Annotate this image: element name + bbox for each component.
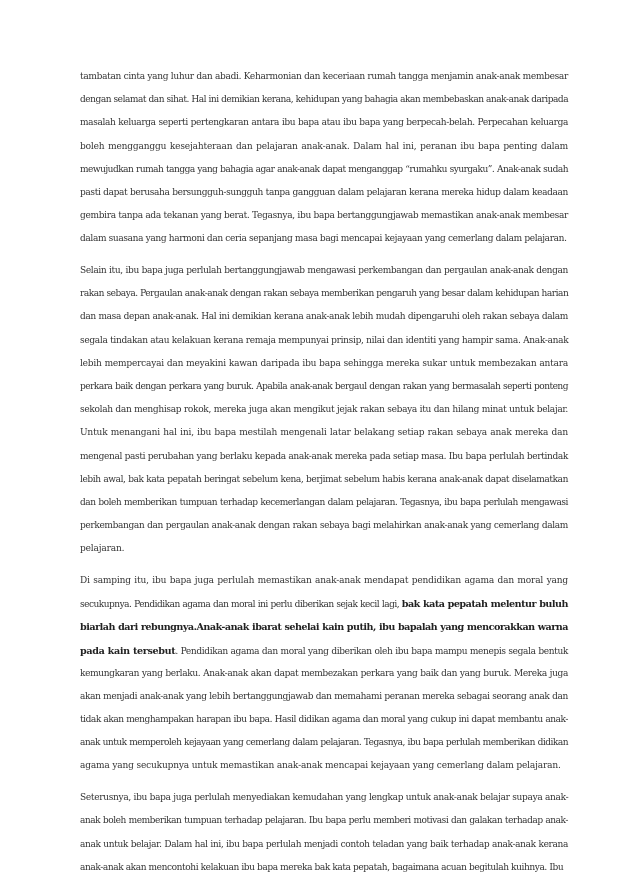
text-line [80, 399, 568, 422]
text-line [80, 159, 568, 182]
text-line [80, 353, 568, 376]
body-text: perkembangan dan pergaulan anak-anak dengan rakan sebaya bagi melahirkan anak-anak yang cemerlang dalam [80, 521, 568, 532]
body-text: Di samping itu, ibu bapa juga perlulah memastikan anak-anak mendapat pendidikan agama dan moral yang [80, 575, 568, 586]
text-line [80, 422, 568, 445]
body-text: pasti dapat berusaha bersungguh-sungguh tanpa gangguan dalam pelajaran kerana mereka hidup dalam keadaan [80, 187, 568, 198]
text-line [80, 538, 568, 561]
paragraph-2 [80, 260, 568, 561]
text-line [80, 616, 568, 639]
body-text: gembira tanpa ada tekanan yang berat. Tegasnya, ibu bapa bertanggungjawab memastikan anak-anak membesar [80, 211, 569, 222]
text-line [80, 709, 568, 732]
text-line [80, 787, 568, 810]
text-line [80, 515, 568, 538]
body-text: Selain itu, ibu bapa juga perlulah bertanggungjawab mengawasi perkembangan dan pergaulan anak-anak dengan [80, 266, 568, 276]
bold-text: pada kain tersebut [80, 645, 176, 657]
text-line [80, 228, 568, 251]
text-line [80, 306, 568, 329]
body-text: agama yang secukupnya untuk memastikan anak-anak mencapai kejayaan yang cemerlang dalam pelajaran. [80, 761, 561, 772]
text-line [80, 469, 568, 492]
text-line [80, 260, 568, 283]
body-text: Seterusnya, ibu bapa juga perlulah menyediakan kemudahan yang lengkap untuk anak-anak belajar supaya anak- [80, 793, 569, 804]
body-text: . Pendidikan agama dan moral yang diberikan oleh ibu bapa mampu menepis segala bentuk [175, 646, 568, 657]
text-line [80, 732, 568, 755]
body-text: pelajaran. [80, 544, 125, 555]
body-text: rakan sebaya. Pergaulan anak-anak dengan rakan sebaya memberikan pengaruh yang besar dalam kehidupan harian [80, 289, 569, 300]
text-line [80, 640, 568, 663]
body-text: tidak akan menghampakan harapan ibu bapa. Hasil didikan agama dan moral yang cukup ini dapat membantu anak- [80, 715, 568, 726]
text-line [80, 89, 568, 112]
body-text: mengenal pasti perubahan yang berlaku kepada anak-anak mereka pada setiap masa. Ibu bapa perlulah bertindak [80, 451, 568, 462]
body-text: secukupnya. Pendidikan agama dan moral ini perlu diberikan sejak kecil lagi, [80, 600, 402, 611]
text-line [80, 205, 568, 228]
bold-text: biarlah dari rebungnya.Anak-anak ibarat sehelai kain putih, ibu bapalah yang mencorakkan warna [80, 622, 568, 634]
body-text: dengan selamat dan sihat. Hal ini demikian kerana, kehidupan yang bahagia akan membebaskan anak-anak daripada [80, 95, 569, 106]
text-line [80, 66, 568, 89]
body-text: tambatan cinta yang luhur dan abadi. Keharmonian dan keceriaan rumah tangga menjamin anak-anak membesar [80, 72, 568, 82]
text-line [80, 376, 568, 399]
paragraph-1 [80, 66, 568, 252]
text-line [80, 593, 568, 616]
body-text: mewujudkan rumah tangga yang bahagia agar anak-anak dapat menganggap “rumahku syurgaku”. Anak-anak sudah [80, 164, 568, 175]
body-text: boleh mengganggu kesejahteraan dan pelajaran anak-anak. Dalam hal ini, peranan ibu bapa penting dalam [80, 141, 568, 152]
body-text: anak untuk belajar. Dalam hal ini, ibu bapa perlulah menjadi contoh teladan yang baik terhadap anak-anak kerana [80, 839, 568, 850]
body-text: anak untuk memperoleh kejayaan yang cemerlang dalam pelajaran. Tegasnya, ibu bapa perlulah memberikan didikan [80, 738, 568, 749]
body-text: dan masa depan anak-anak. Hal ini demikian kerana anak-anak lebih mudah dipengaruhi oleh rakan sebaya dalam [80, 312, 568, 323]
text-line [80, 330, 568, 353]
body-text: perkara baik dengan perkara yang buruk. Apabila anak-anak bergaul dengan rakan yang bermasalah seperti ponteng [80, 381, 568, 392]
text-line [80, 834, 568, 857]
text-line [80, 112, 568, 135]
body-text: lebih mempercayai dan meyakini kawan daripada ibu bapa sehingga mereka sukar untuk membezakan antara [80, 358, 568, 369]
text-line [80, 857, 568, 880]
body-text: segala tindakan atau kelakuan kerana remaja mempunyai prinsip, nilai dan identiti yang hampir sama. Anak-anak [80, 335, 569, 346]
bold-text: bak kata pepatah melentur buluh [401, 599, 568, 611]
text-line [80, 570, 568, 593]
body-text: akan menjadi anak-anak yang lebih bertanggungjawab dan memahami peranan mereka sebagai seorang anak dan [80, 691, 568, 702]
body-text: dalam suasana yang harmoni dan ceria sepanjang masa bagi mencapai kejayaan yang cemerlang dalam pelajaran. [80, 234, 567, 245]
text-line [80, 492, 568, 515]
text-line [80, 136, 568, 159]
text-line [80, 810, 568, 833]
body-text: masalah keluarga seperti pertengkaran antara ibu bapa atau ibu bapa yang berpecah-belah. Perpecahan keluarga [80, 118, 568, 129]
text-line [80, 663, 568, 686]
body-text: dan boleh memberikan tumpuan terhadap kecemerlangan dalam pelajaran. Tegasnya, ibu bapa perlulah mengawasi [80, 497, 568, 508]
body-text: lebih awal, bak kata pepatah beringat sebelum kena, berjimat sebelum habis kerana anak-anak dapat diselamatkan [80, 474, 568, 485]
body-text: Untuk menangani hal ini, ibu bapa mestilah mengenali latar belakang setiap rakan sebaya anak mereka dan [80, 428, 568, 439]
document-body [80, 66, 568, 888]
text-line [80, 182, 568, 205]
body-text: kemungkaran yang berlaku. Anak-anak akan dapat membezakan perkara yang baik dan yang buruk. Mereka juga [80, 668, 568, 679]
body-text: anak boleh memberikan tumpuan terhadap pelajaran. Ibu bapa perlu memberi motivasi dan galakan terhadap anak- [80, 816, 568, 827]
text-line [80, 686, 568, 709]
text-line [80, 755, 568, 778]
body-text: anak-anak akan mencontohi kelakuan ibu bapa mereka bak kata pepatah, bagaimana acuan begitulah kuihnya. Ibu [80, 862, 564, 873]
text-line [80, 446, 568, 469]
body-text: sekolah dan menghisap rokok, mereka juga akan mengikut jejak rakan sebaya itu dan hilang minat untuk belajar. [80, 405, 568, 416]
paragraph-3 [80, 570, 568, 779]
text-line [80, 283, 568, 306]
paragraph-4 [80, 787, 568, 880]
